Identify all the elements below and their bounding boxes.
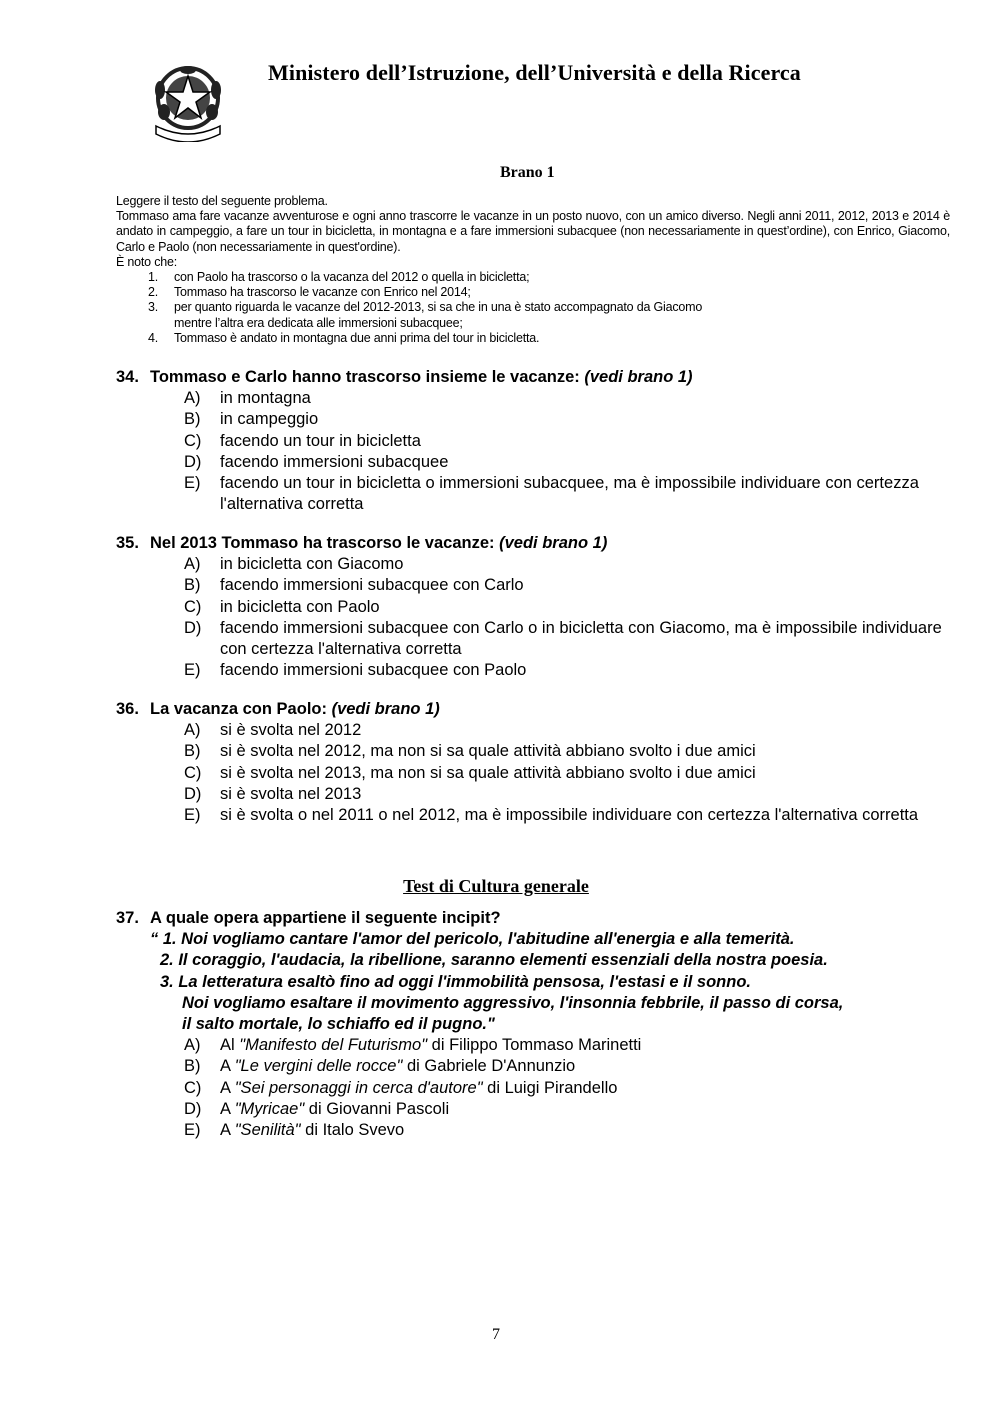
answer-option[interactable] <box>116 805 946 826</box>
question-stem <box>116 367 946 388</box>
clue-item <box>116 270 950 285</box>
incipit-quote <box>116 929 946 1035</box>
passage-body: Tommaso ama fare vacanze avventurose e ogni anno trascorre le vacanze in un posto nuovo, con un amico diverso. Negli anni 2011, 2012, 2013 e 2014 è andato in campeggio, a fare un tour in bicicletta, in montagna e a fare immersioni subacquee (non necessariamente in quest’ordine), con Enrico, Giacomo, Carlo e Paolo (non necessariamente in quest'ordine). <box>116 209 950 254</box>
option-letter: E) <box>184 806 201 825</box>
clue-item <box>116 285 950 300</box>
question-reference: (vedi brano 1) <box>584 368 693 386</box>
option-letter: E) <box>184 474 201 493</box>
clue-text: Tommaso ha trascorso le vacanze con Enrico nel 2014; <box>174 285 471 300</box>
option-letter: C) <box>184 597 202 616</box>
option-prefix: A <box>220 1057 231 1076</box>
incipit-line: “ 1. Noi vogliamo cantare l'amor del pericolo, l'abitudine all'energia e alla temerità. <box>150 930 795 949</box>
option-letter: D) <box>184 784 202 803</box>
answer-option[interactable] <box>116 1035 946 1056</box>
option-letter: A) <box>184 721 201 740</box>
option-author: di Gabriele D'Annunzio <box>406 1057 576 1076</box>
option-work-title: "Myricae" <box>234 1099 305 1118</box>
clue-number: 4. <box>148 330 159 345</box>
answer-option[interactable] <box>116 431 946 452</box>
answer-option[interactable] <box>116 763 946 784</box>
answer-option[interactable] <box>116 618 946 660</box>
question-text: A quale opera appartiene il seguente incipit? <box>150 909 501 927</box>
option-letter: B) <box>184 410 201 429</box>
option-prefix: A <box>220 1099 231 1118</box>
question-34 <box>116 367 946 515</box>
option-text: facendo immersioni subacquee con Paolo <box>220 661 527 680</box>
option-text: si è svolta nel 2012 <box>220 721 362 740</box>
option-letter: A) <box>184 389 201 408</box>
question-reference: (vedi brano 1) <box>499 534 608 552</box>
question-stem <box>116 908 946 929</box>
question-stem <box>116 533 946 554</box>
answer-option[interactable] <box>116 784 946 805</box>
option-text: in campeggio <box>220 410 319 429</box>
answer-option[interactable] <box>116 1120 946 1141</box>
question-35 <box>116 533 946 681</box>
problem-passage <box>116 194 950 346</box>
option-letter: B) <box>184 576 201 595</box>
answer-option[interactable] <box>116 1099 946 1120</box>
answer-options <box>116 388 946 515</box>
answer-option[interactable] <box>116 660 946 681</box>
clue-text: per quanto riguarda le vacanze del 2012-2013, si sa che in una è stato accompagnato da Giacomo mentre l’altra era dedicata alle immersioni subacquee; <box>174 300 703 330</box>
clue-item <box>116 331 950 346</box>
option-prefix: Al <box>220 1036 235 1055</box>
option-work-title: "Le vergini delle rocce" <box>234 1057 403 1076</box>
answer-option[interactable] <box>116 1056 946 1077</box>
option-author: di Filippo Tommaso Marinetti <box>431 1036 642 1055</box>
clue-number: 3. <box>148 300 159 315</box>
answer-option[interactable] <box>116 741 946 762</box>
option-text: in bicicletta con Paolo <box>220 597 380 616</box>
answer-option[interactable] <box>116 409 946 430</box>
incipit-line: il salto mortale, lo schiaffo ed il pugno." <box>182 1015 495 1034</box>
clue-text: con Paolo ha trascorso o la vacanza del 2012 o quella in bicicletta; <box>174 270 530 285</box>
answer-option[interactable] <box>116 575 946 596</box>
option-letter: C) <box>184 1078 202 1097</box>
option-text: si è svolta o nel 2011 o nel 2012, ma è impossibile individuare con certezza l'alternativa corretta <box>220 806 919 825</box>
option-letter: D) <box>184 1099 202 1118</box>
option-text: in bicicletta con Giacomo <box>220 555 404 574</box>
option-letter: A) <box>184 1036 201 1055</box>
clue-number: 1. <box>148 270 159 285</box>
option-work-title: "Sei personaggi in cerca d'autore" <box>234 1078 483 1097</box>
passage-known: È noto che: <box>116 254 178 269</box>
option-letter: E) <box>184 661 201 680</box>
answer-option[interactable] <box>116 388 946 409</box>
option-text: facendo un tour in bicicletta o immersioni subacquee, ma è impossibile individuare con certezza l'alternativa corretta <box>220 474 919 514</box>
clue-number: 2. <box>148 285 159 300</box>
answer-option[interactable] <box>116 597 946 618</box>
option-author: di Giovanni Pascoli <box>308 1099 450 1118</box>
question-number: 37. <box>116 909 139 927</box>
clue-item <box>116 300 734 330</box>
option-text: si è svolta nel 2012, ma non si sa quale attività abbiano svolto i due amici <box>220 742 756 761</box>
answer-option[interactable] <box>116 554 946 575</box>
question-37 <box>116 908 946 1141</box>
incipit-line: 2. Il coraggio, l'audacia, la ribellione, saranno elementi essenziali della nostra poesia. <box>160 951 828 970</box>
option-letter: C) <box>184 763 202 782</box>
answer-options <box>116 720 946 826</box>
option-prefix: A <box>220 1078 231 1097</box>
option-letter: B) <box>184 1057 201 1076</box>
option-letter: C) <box>184 431 202 450</box>
question-number: 35. <box>116 534 139 552</box>
option-text: facendo un tour in bicicletta <box>220 431 421 450</box>
answer-option[interactable] <box>116 452 946 473</box>
option-text: facendo immersioni subacquee <box>220 452 449 471</box>
option-letter: A) <box>184 555 201 574</box>
answer-option[interactable] <box>116 1078 946 1099</box>
option-text: si è svolta nel 2013 <box>220 784 362 803</box>
answer-options <box>116 1035 946 1141</box>
option-letter: D) <box>184 618 202 637</box>
question-text: Tommaso e Carlo hanno trascorso insieme le vacanze: <box>150 368 580 386</box>
ministry-title: Ministero dell’Istruzione, dell’Università e della Ricerca <box>268 60 801 85</box>
option-text: facendo immersioni subacquee con Carlo <box>220 576 524 595</box>
option-letter: B) <box>184 742 201 761</box>
page-number: 7 <box>492 1326 500 1343</box>
question-text: La vacanza con Paolo: <box>150 700 327 718</box>
answer-option[interactable] <box>116 720 946 741</box>
incipit-line: Noi vogliamo esaltare il movimento aggressivo, l'insonnia febbrile, il passo di corsa, <box>182 993 844 1012</box>
option-letter: E) <box>184 1121 201 1140</box>
option-text: in montagna <box>220 389 311 408</box>
passage-intro: Leggere il testo del seguente problema. <box>116 194 328 208</box>
question-36 <box>116 699 946 826</box>
option-letter: D) <box>184 452 202 471</box>
incipit-line: 3. La letteratura esaltò fino ad oggi l'immobilità pensosa, l'estasi e il sonno. <box>160 972 751 991</box>
option-prefix: A <box>220 1121 231 1140</box>
question-reference: (vedi brano 1) <box>331 700 440 718</box>
answer-option[interactable] <box>116 473 946 515</box>
question-number: 34. <box>116 368 139 386</box>
clue-text: Tommaso è andato in montagna due anni prima del tour in bicicletta. <box>174 330 540 345</box>
question-number: 36. <box>116 700 139 718</box>
option-author: di Italo Svevo <box>305 1121 405 1140</box>
clue-list <box>116 270 950 346</box>
section-title: Test di Cultura generale <box>403 876 589 896</box>
passage-title: Brano 1 <box>500 164 555 181</box>
question-stem <box>116 699 946 720</box>
question-text: Nel 2013 Tommaso ha trascorso le vacanze: <box>150 534 495 552</box>
option-author: di Luigi Pirandello <box>487 1078 618 1097</box>
emblem-logo <box>150 62 226 142</box>
option-text: si è svolta nel 2013, ma non si sa quale attività abbiano svolto i due amici <box>220 763 756 782</box>
option-work-title: "Manifesto del Futurismo" <box>239 1036 428 1055</box>
option-text: facendo immersioni subacquee con Carlo o in bicicletta con Giacomo, ma è impossibile individuare con certezza l'alternativa corretta <box>220 618 942 659</box>
answer-options <box>116 554 946 681</box>
option-work-title: "Senilità" <box>234 1121 301 1140</box>
